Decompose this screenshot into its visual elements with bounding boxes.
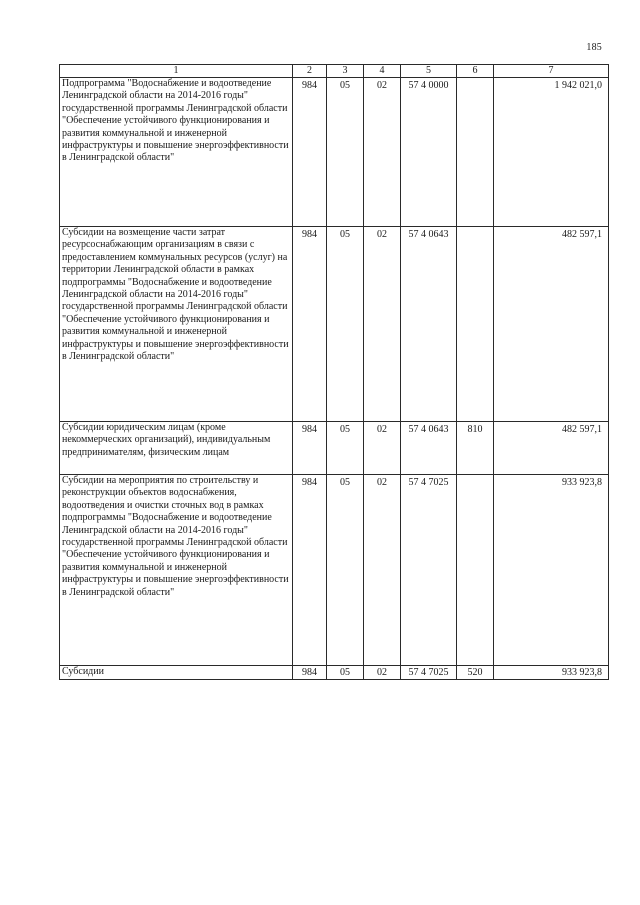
row-subsection-code: 02	[364, 666, 401, 680]
row-expense-type	[457, 78, 494, 227]
header-col-1: 1	[60, 65, 293, 78]
row-expense-type	[457, 227, 494, 422]
header-col-3: 3	[327, 65, 364, 78]
header-col-4: 4	[364, 65, 401, 78]
row-section-code: 05	[327, 78, 364, 227]
row-name: Субсидии на возмещение части затрат ресурсоснабжающим организациям в связи с предоставлением коммунальных ресурсов (услуг) на территории Ленинградской области в рамках подпрограммы "Водоснабжение и водоотведение Ленинградской области на 2014-2016 годы" государственной программы Ленинградской области "Обеспечение устойчивого функционирования и развития коммунальной и инженерной инфраструктуры и повышение энергоэффективности в Ленинградской области"	[60, 227, 293, 422]
table-row	[60, 78, 609, 227]
row-expense-type: 810	[457, 422, 494, 475]
row-expense-type	[457, 475, 494, 666]
table-row	[60, 666, 609, 680]
row-ministry-code: 984	[293, 666, 327, 680]
table-row	[60, 475, 609, 666]
header-col-5: 5	[401, 65, 457, 78]
row-amount: 1 942 021,0	[494, 78, 609, 227]
row-amount: 933 923,8	[494, 475, 609, 666]
row-ministry-code: 984	[293, 78, 327, 227]
row-subsection-code: 02	[364, 475, 401, 666]
row-amount: 482 597,1	[494, 422, 609, 475]
header-row	[60, 65, 609, 78]
row-name: Субсидии юридическим лицам (кроме некоммерческих организаций), индивидуальным предпринимателям, физическим лицам	[60, 422, 293, 475]
header-col-2: 2	[293, 65, 327, 78]
row-section-code: 05	[327, 475, 364, 666]
row-section-code: 05	[327, 422, 364, 475]
header-col-7: 7	[494, 65, 609, 78]
row-name: Субсидии на мероприятия по строительству и реконструкции объектов водоснабжения, водоотведения и очистки сточных вод в рамках подпрограммы "Водоснабжение и водоотведение Ленинградской области на 2014-2016 годы" государственной программы Ленинградской области "Обеспечение устойчивого функционирования и развития коммунальной и инженерной инфраструктуры и повышение энергоэффективности в Ленинградской области"	[60, 475, 293, 666]
row-ministry-code: 984	[293, 475, 327, 666]
row-target-article: 57 4 0000	[401, 78, 457, 227]
table-row	[60, 422, 609, 475]
row-expense-type: 520	[457, 666, 494, 680]
header-col-6: 6	[457, 65, 494, 78]
row-section-code: 05	[327, 666, 364, 680]
row-section-code: 05	[327, 227, 364, 422]
row-amount: 482 597,1	[494, 227, 609, 422]
row-target-article: 57 4 0643	[401, 422, 457, 475]
row-ministry-code: 984	[293, 227, 327, 422]
row-amount: 933 923,8	[494, 666, 609, 680]
page-number: 185	[586, 42, 602, 53]
budget-table	[59, 64, 609, 680]
row-subsection-code: 02	[364, 422, 401, 475]
row-target-article: 57 4 7025	[401, 475, 457, 666]
row-target-article: 57 4 7025	[401, 666, 457, 680]
row-name: Субсидии	[60, 666, 293, 680]
row-subsection-code: 02	[364, 227, 401, 422]
row-target-article: 57 4 0643	[401, 227, 457, 422]
table-row	[60, 227, 609, 422]
row-subsection-code: 02	[364, 78, 401, 227]
row-ministry-code: 984	[293, 422, 327, 475]
row-name: Подпрограмма "Водоснабжение и водоотведение Ленинградской области на 2014-2016 годы" государственной программы Ленинградской области "Обеспечение устойчивого функционирования и развития коммунальной и инженерной инфраструктуры и повышение энергоэффективности в Ленинградской области"	[60, 78, 293, 227]
